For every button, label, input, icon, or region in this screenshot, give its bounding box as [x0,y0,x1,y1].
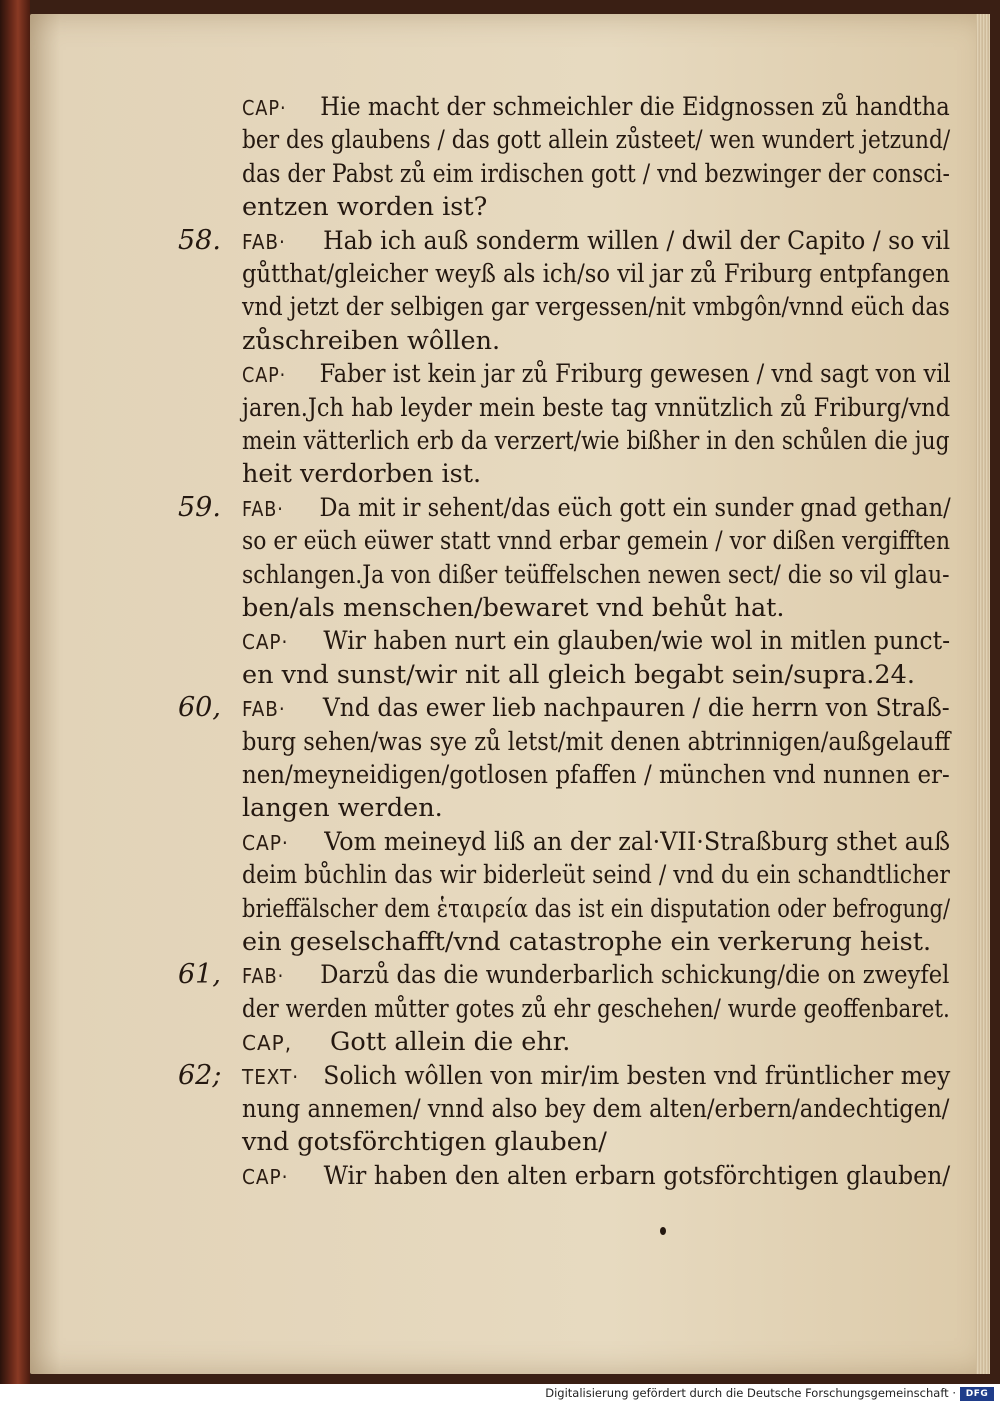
line-text: schlangen.Ja von dißer teüffelschen newen sect/ die so vil glau- [242,559,950,590]
text-line [242,858,950,892]
line-text: Wir haben den alten erbarn gotsförchtigen glauben/ [323,1160,951,1191]
text-line [242,1159,950,1193]
line-text: das der Pabst zů eim irdischen gott / vnd bezwinger der consci- [242,158,950,189]
text-line [242,624,950,658]
page-edges [976,14,990,1374]
dfg-logo: DFG [960,1387,994,1401]
line-text: en vnd sunst/wir nit all gleich begabt sein/supra.24. [242,659,915,690]
margin-number: 61, [178,959,221,991]
line-text: Faber ist kein jar zů Friburg gewesen / vnd sagt von vil [319,359,951,390]
line-text: vnd gotsförchtigen glauben/ [242,1127,607,1158]
line-text: heit verdorben ist. [242,459,482,490]
text-line [242,958,949,992]
margin-number: 58. [178,224,221,256]
speaker-label: CAP· [242,1164,289,1189]
book-cover-edge [0,0,30,1384]
text-line [242,324,500,358]
footer-bar [0,1384,1000,1404]
text-line [242,758,950,792]
line-text: Gott allein die ehr. [330,1027,571,1058]
line-text: Vom meineyd liß an der zal·VII·Straßburg sthet auß [324,826,951,857]
line-text: nen/meyneidigen/gotlosen pfaffen / münchen vnd nunnen er- [242,760,950,790]
line-text: Hab ich auß sonderm willen / dwil der Capito / so vil [323,225,951,256]
line-text: Hie macht der schmeichler die Eidgnossen zů handtha [320,92,950,122]
text-line [242,892,950,926]
text-line [242,257,950,291]
line-text: ein geselschafft/vnd catastrophe ein verkerung heist. [242,927,932,957]
speaker-label: CAP· [242,363,287,388]
text-line [242,992,950,1026]
text-line [242,925,931,959]
text-line [242,725,950,759]
line-text: Darzů das die wunderbarlich schickung/die on zweyfel [320,960,950,991]
text-line [242,424,950,458]
text-line [242,357,951,391]
text-line [242,524,950,558]
line-text: ber des glaubens / das gott allein zůsteet/ wen wundert jetzund/ [242,125,951,156]
ink-mark [660,1227,666,1235]
line-text: entzen worden ist? [242,192,488,223]
book-page [30,14,990,1374]
speaker-label: TEXT· [242,1064,300,1089]
line-text: langen werden. [242,793,443,824]
line-text: jaren.Jch hab leyder mein beste tag vnnützlich zů Friburg/vnd [242,392,951,423]
margin-number: 60, [178,692,221,724]
line-text: Wir haben nurt ein glauben/wie wol in mitlen punct- [323,626,951,657]
text-line [242,123,950,157]
line-text: nung annemen/ vnnd also bey dem alten/erbern/andechtigen/ [242,1094,950,1124]
text-line [242,1092,949,1126]
line-text: der werden můtter gotes zů ehr geschehen/ wurde geoffenbaret. [242,993,950,1024]
text-line [242,391,950,425]
margin-number: 62; [178,1059,222,1091]
line-text: brieffälscher dem ἑταιρεία das ist ein disputation oder befrogung/ [242,893,951,924]
line-text: Vnd das ewer lieb nachpauren / die herrn von Straß- [322,693,950,724]
speaker-label: CAP· [242,830,289,855]
text-line [242,591,785,625]
text-line [242,658,915,692]
text-line [242,157,950,191]
text-line [242,224,950,258]
line-text: so er eüch eüwer statt vnnd erbar gemein / vor dißen vergifften [242,526,951,557]
text-line [242,190,487,224]
speaker-label: CAP· [242,630,289,655]
line-text: vnd jetzt der selbigen gar vergessen/nit vmbgôn/vnnd eüch das [242,292,950,323]
text-line [242,1025,570,1059]
line-text: ben/als menschen/bewaret vnd behůt hat. [242,593,785,623]
speaker-label: FAB· [242,697,286,722]
text-line [242,825,950,859]
text-line [242,1059,950,1093]
text-line [242,558,950,592]
speaker-label: FAB· [242,964,285,989]
funding-credit: Digitalisierung gefördert durch die Deutsche Forschungsgemeinschaft · [545,1386,956,1400]
text-line [242,290,950,324]
text-line [242,1125,607,1159]
speaker-label: CAP· [242,96,287,120]
text-line [242,491,951,525]
line-text: deim bůchlin das wir biderleüt seind / vnd du ein schandtlicher [242,860,950,891]
line-text: Solich wôllen von mir/im besten vnd früntlicher mey [323,1060,951,1091]
text-line [242,90,950,124]
speaker-label: CAP, [242,1031,293,1056]
line-text: burg sehen/was sye zů letst/mit denen abtrinnigen/außgelauff [242,726,951,757]
line-text: gůtthat/gleicher weyß als ich/so vil jar zů Friburg entpfangen [242,259,950,289]
text-line [242,457,481,491]
text-line [242,691,950,725]
line-text: mein vätterlich erb da verzert/wie bißher in den schůlen die jug [242,426,950,456]
line-text: zůschreiben wôllen. [242,325,501,356]
speaker-label: FAB· [242,496,284,521]
line-text: Da mit ir sehent/das eüch gott ein sunder gnad gethan/ [319,492,951,523]
speaker-label: FAB· [242,229,286,254]
text-line [242,791,443,825]
margin-number: 59. [178,491,221,523]
